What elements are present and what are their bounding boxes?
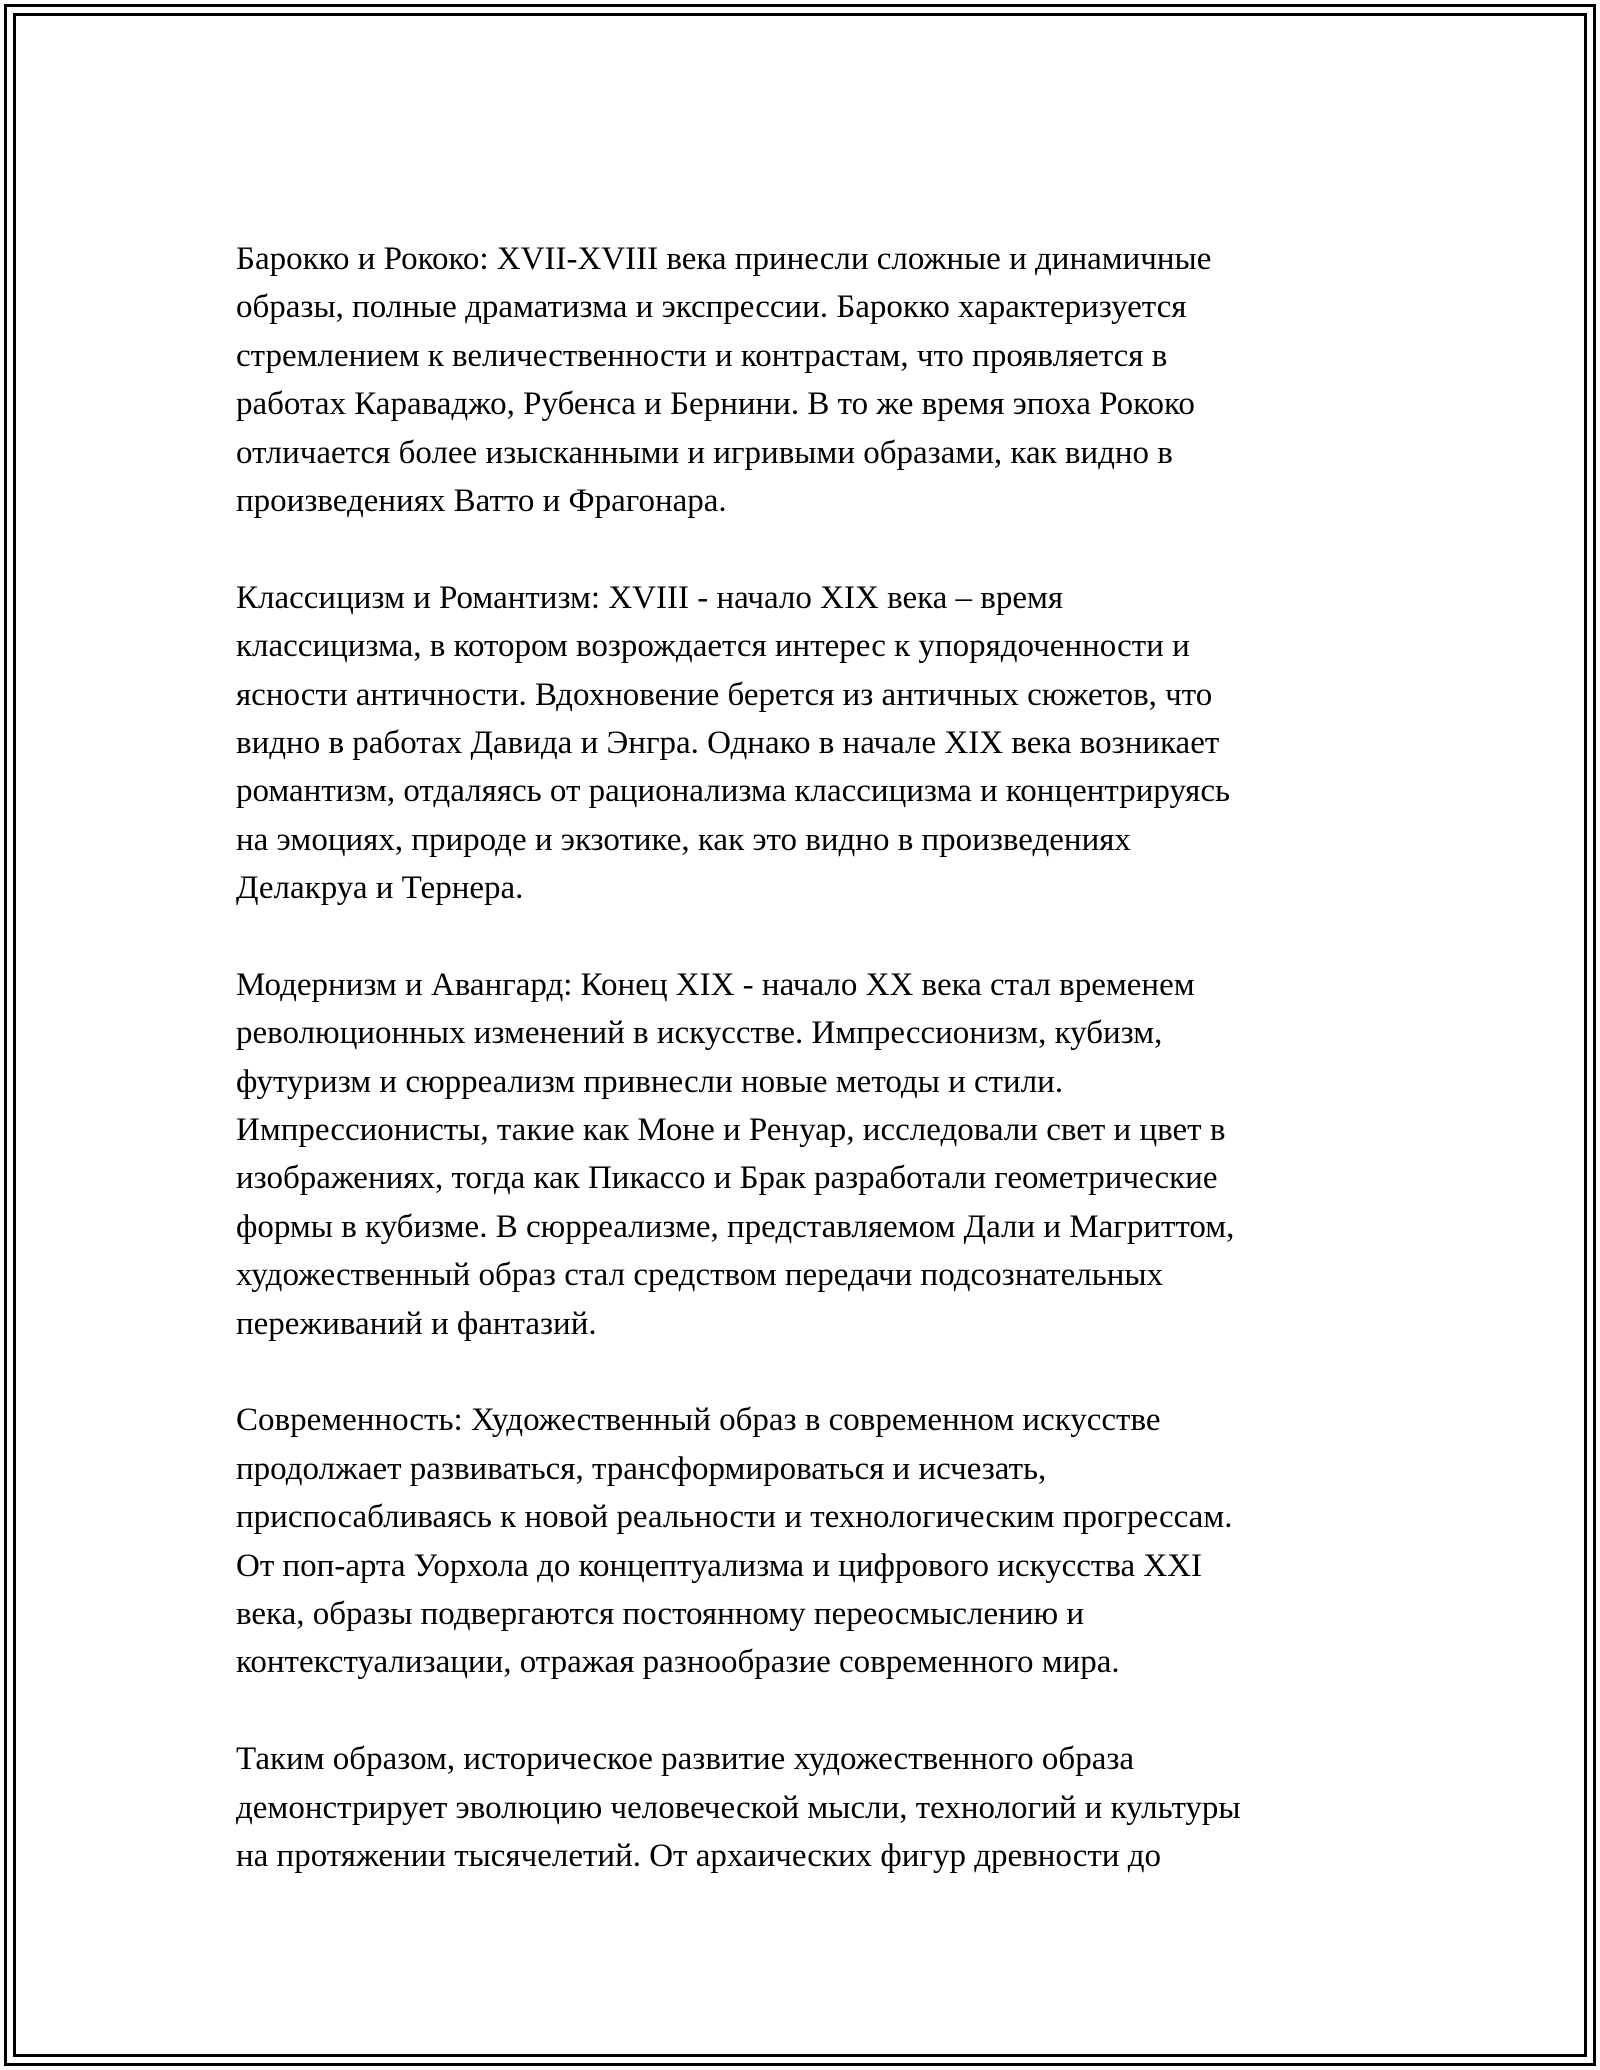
text-line: классицизма, в котором возрождается интерес к упорядоченности и	[236, 628, 1190, 665]
paragraph-classicism-romanticism	[236, 574, 1416, 913]
text-line: Барокко и Рококо: XVII-XVIII века принесли сложные и динамичные	[236, 241, 1212, 277]
text-line: Классицизм и Романтизм: XVIII - начало XIX века – время	[236, 579, 1064, 616]
paragraph-modernism-avantgarde	[236, 961, 1416, 1348]
text-line: стремлением к величественности и контрастам, что проявляется в	[236, 337, 1168, 374]
paragraph-contemporary	[236, 1396, 1416, 1686]
paragraph-gap	[236, 1687, 1416, 1735]
text-line: футуризм и сюрреализм привнесли новые методы и стили.	[236, 1063, 1064, 1100]
text-line: романтизм, отдаляясь от рационализма классицизма и концентрируясь	[236, 773, 1231, 810]
paragraph-gap	[236, 912, 1416, 960]
paragraph-conclusion	[236, 1735, 1416, 1880]
text-line: Модернизм и Авангард: Конец XIX - начало XX века стал временем	[236, 966, 1195, 1003]
text-line: Импрессионисты, такие как Моне и Ренуар, исследовали свет и цвет в	[236, 1112, 1226, 1149]
text-line: демонстрирует эволюцию человеческой мысли, технологий и культуры	[236, 1789, 1241, 1826]
text-line: Делакруа и Тернера.	[236, 870, 524, 907]
text-line: отличается более изысканными и игривыми образами, как видно в	[236, 434, 1173, 471]
text-line: на эмоциях, природе и экзотике, как это видно в произведениях	[236, 821, 1131, 858]
text-line: контекстуализации, отражая разнообразие современного мира.	[236, 1644, 1120, 1681]
paragraph-baroque-rococo	[236, 235, 1416, 525]
text-line: ясности античности. Вдохновение берется из античных сюжетов, что	[236, 676, 1213, 713]
text-line: Современность: Художественный образ в современном искусстве	[236, 1402, 1161, 1439]
paragraph-gap	[236, 525, 1416, 573]
text-line: века, образы подвергаются постоянному переосмыслению и	[236, 1595, 1085, 1632]
text-line: изображениях, тогда как Пикассо и Брак разработали геометрические	[236, 1160, 1218, 1197]
paragraph-gap	[236, 1348, 1416, 1396]
text-line: на протяжении тысячелетий. От архаических фигур древности до	[236, 1837, 1161, 1874]
text-line: переживаний и фантазий.	[236, 1305, 597, 1342]
text-line: образы, полные драматизма и экспрессии. Барокко характеризуется	[236, 289, 1187, 326]
text-line: От поп-арта Уорхола до концептуализма и цифрового искусства XXI	[236, 1547, 1203, 1584]
text-line: видно в работах Давида и Энгра. Однако в начале XIX века возникает	[236, 724, 1220, 761]
text-line: формы в кубизме. В сюрреализме, представляемом Дали и Магриттом,	[236, 1208, 1235, 1245]
text-line: Таким образом, историческое развитие художественного образа	[236, 1741, 1135, 1778]
text-line: художественный образ стал средством передачи подсознательных	[236, 1257, 1164, 1294]
text-line: работах Караваджо, Рубенса и Бернини. В то же время эпоха Рококо	[236, 386, 1195, 423]
text-line: продолжает развиваться, трансформироваться и исчезать,	[236, 1450, 1047, 1487]
text-line: революционных изменений в искусстве. Импрессионизм, кубизм,	[236, 1015, 1163, 1052]
document-body	[236, 235, 1416, 1880]
text-line: приспосабливаясь к новой реальности и технологическим прогрессам.	[236, 1499, 1233, 1536]
text-line: произведениях Ватто и Фрагонара.	[236, 482, 727, 519]
